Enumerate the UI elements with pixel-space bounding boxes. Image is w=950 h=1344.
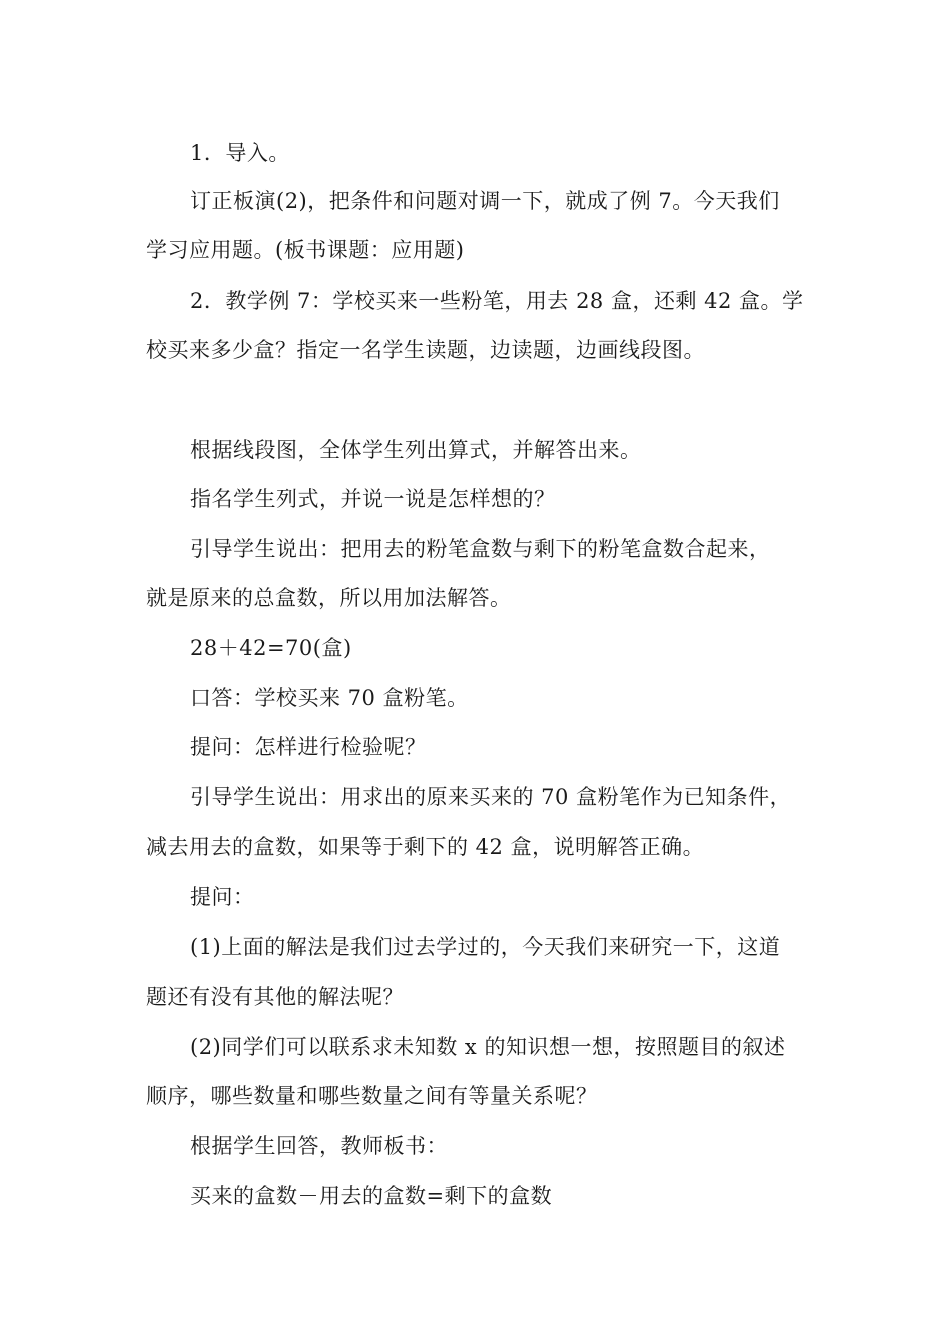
paragraph-line: 根据线段图，全体学生列出算式，并解答出来。 (190, 438, 642, 462)
equation-line: 28＋42=70(盒) (190, 636, 352, 660)
paragraph-line: (2)同学们可以联系求未知数 x 的知识想一想，按照题目的叙述 (190, 1035, 786, 1059)
paragraph-line: (1)上面的解法是我们过去学过的，今天我们来研究一下，这道 (190, 935, 781, 959)
paragraph-line: 引导学生说出：把用去的粉笔盒数与剩下的粉笔盒数合起来， (190, 537, 771, 561)
equation-line: 买来的盒数－用去的盒数=剩下的盒数 (190, 1184, 553, 1208)
paragraph-line: 题还有没有其他的解法呢？ (146, 985, 404, 1009)
paragraph-line: 订正板演(2)，把条件和问题对调一下，就成了例 7。今天我们 (190, 189, 780, 213)
paragraph-heading-intro: 1．导入。 (190, 141, 290, 165)
paragraph-line: 根据学生回答，教师板书： (190, 1134, 448, 1158)
paragraph-heading-example: 2．教学例 7：学校买来一些粉笔，用去 28 盒，还剩 42 盒。学 (190, 289, 804, 313)
paragraph-line: 提问： (190, 885, 255, 909)
paragraph-line: 学习应用题。(板书课题：应用题) (146, 238, 465, 262)
paragraph-line: 校买来多少盒？指定一名学生读题，边读题，边画线段图。 (146, 338, 705, 362)
paragraph-line: 提问：怎样进行检验呢？ (190, 735, 427, 759)
paragraph-line: 引导学生说出：用求出的原来买来的 70 盒粉笔作为已知条件， (190, 785, 792, 809)
paragraph-line: 减去用去的盒数，如果等于剩下的 42 盒，说明解答正确。 (146, 835, 705, 859)
paragraph-line: 就是原来的总盒数，所以用加法解答。 (146, 586, 512, 610)
paragraph-line: 顺序，哪些数量和哪些数量之间有等量关系呢？ (146, 1084, 598, 1108)
paragraph-line: 指名学生列式，并说一说是怎样想的？ (190, 487, 556, 511)
paragraph-line: 口答：学校买来 70 盒粉笔。 (190, 686, 469, 710)
